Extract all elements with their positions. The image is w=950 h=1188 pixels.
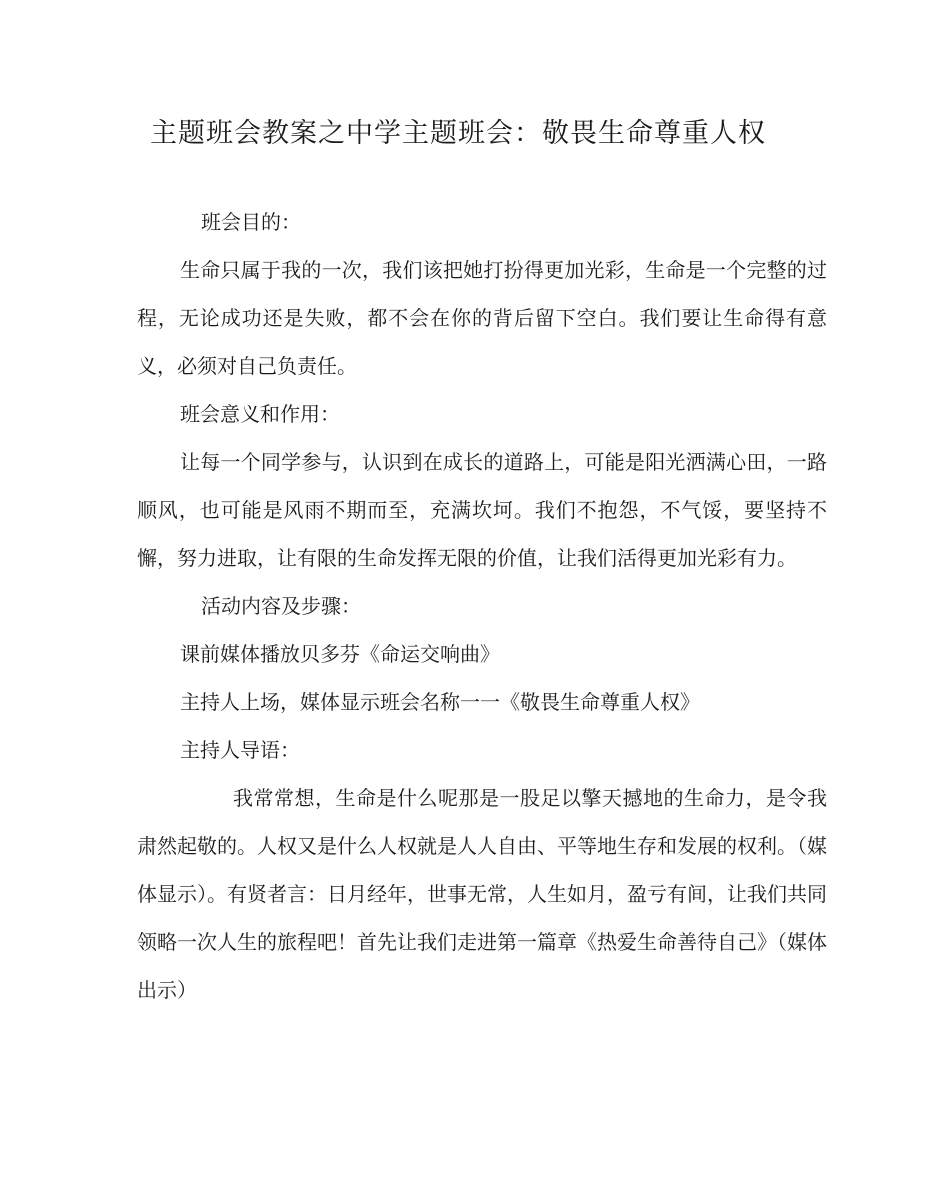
step-host-introduction: 主持人导语：: [180, 738, 300, 762]
host-speech-paragraph: 我常常想，生命是什么呢那是一股足以擎天撼地的生命力，是令我肃然起敬的。人权又是什么人权就是人人自由、平等地生存和发展的权利。（媒体显示）。有贤者言：日月经年，世事无常，人生如月，盈亏有间，让我们共同领略一次人生的旅程吧！首先让我们走进第一篇章《热爱生命善待自己》（媒体出示）: [137, 786, 827, 1002]
meaning-paragraph: 让每一个同学参与，认识到在成长的道路上，可能是阳光洒满心田，一路顺风，也可能是风雨不期而至，充满坎坷。我们不抱怨，不气馁，要坚持不懈，努力进取，让有限的生命发挥无限的价值，让我们活得更加光彩有力。: [137, 450, 827, 570]
purpose-paragraph: 生命只属于我的一次，我们该把她打扮得更加光彩，生命是一个完整的过程，无论成功还是失败，都不会在你的背后留下空白。我们要让生命得有意义，必须对自己负责任。: [137, 258, 827, 378]
step-media-intro: 课前媒体播放贝多芬《命运交响曲》: [180, 642, 500, 666]
purpose-heading: 班会目的：: [201, 210, 301, 234]
document-title: 主题班会教案之中学主题班会：敬畏生命尊重人权: [150, 118, 766, 149]
activity-heading: 活动内容及步骤：: [201, 594, 361, 618]
meaning-heading: 班会意义和作用：: [180, 402, 340, 426]
document-body: [137, 198, 827, 1014]
step-host-entrance: 主持人上场，媒体显示班会名称一一《敬畏生命尊重人权》: [180, 690, 700, 714]
